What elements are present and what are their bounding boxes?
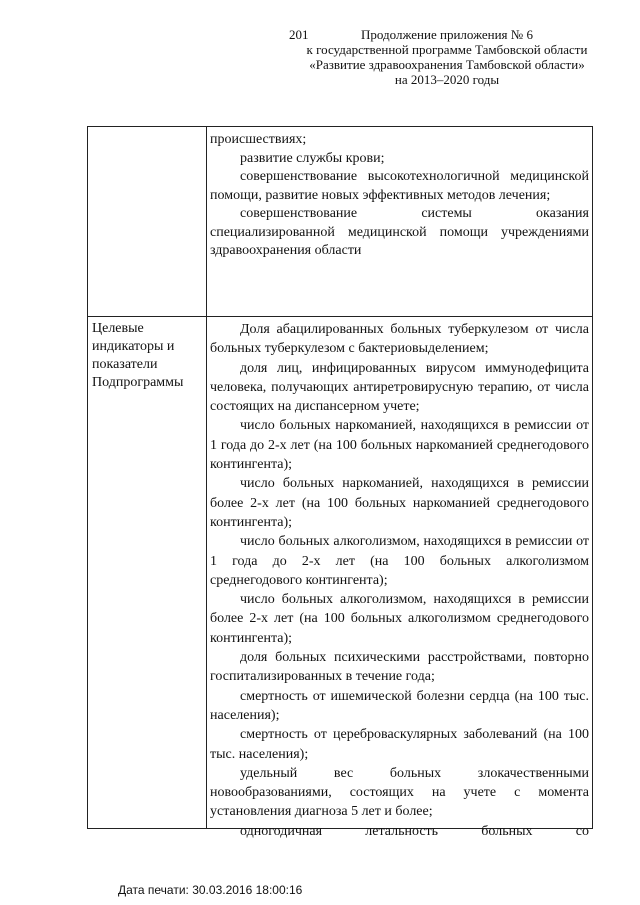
indicator-item: число больных наркоманией, находящихся в ремиссии от 1 года до 2-х лет (на 100 больных наркоманией среднегодового контингента);	[210, 418, 589, 473]
header-line: «Развитие здравоохранения Тамбовской области»	[309, 57, 585, 72]
indicator-item: доля больных психическими расстройствами, повторно госпитализированных в течение года;	[210, 650, 589, 685]
indicator-item: смертность от цереброваскулярных заболеваний (на 100 тыс. населения);	[210, 727, 589, 762]
header-line: к государственной программе Тамбовской области	[306, 42, 588, 57]
indicator-item: доля лиц, инфицированных вирусом иммунодефицита человека, получающих антиретровирусную терапию, от числа состоящих на диспансерном учете;	[210, 360, 589, 415]
tasks-cell	[210, 131, 589, 261]
paragraph: совершенствование высокотехнологичной медицинской помощи, развитие новых эффективных методов лечения;	[210, 169, 589, 203]
label-line: Подпрограммы	[92, 375, 184, 390]
indicator-item: число больных алкоголизмом, находящихся в ремиссии от 1 года до 2-х лет (на 100 больных алкоголизмом среднегодового контингента);	[210, 534, 589, 588]
indicator-item: Доля абацилированных больных туберкулезом от числа больных туберкулезом с бактериовыделением;	[210, 322, 589, 357]
paragraph: совершенствование системы оказания специализированной медицинской помощи учреждениями здравоохранения области	[210, 206, 589, 258]
indicators-cell	[210, 320, 589, 841]
header-line: на 2013–2020 годы	[394, 72, 500, 87]
print-date: Дата печати: 30.03.2016 18:00:16	[118, 883, 303, 897]
label-line: показатели	[92, 357, 158, 372]
label-line: Целевые	[92, 321, 144, 336]
label-line: индикаторы и	[92, 339, 175, 354]
indicator-item: число больных наркоманией, находящихся в ремиссии более 2-х лет (на 100 больных наркоманией среднегодового контингента);	[210, 476, 589, 530]
indicator-item: смертность от ишемической болезни сердца (на 100 тыс. населения);	[210, 688, 589, 723]
column-divider	[206, 127, 207, 828]
row-label-indicators	[92, 320, 204, 392]
document-header	[300, 27, 594, 87]
header-line: Продолжение приложения № 6	[361, 27, 533, 42]
program-table	[87, 126, 593, 839]
paragraph: происшествиях;	[210, 132, 307, 147]
paragraph: развитие службы крови;	[240, 150, 385, 166]
indicator-item: удельный вес больных злокачественными новообразованиями, состоящих на учете с момента установления диагноза 5 лет и более;	[210, 765, 589, 820]
indicator-item: число больных алкоголизмом, находящихся в ремиссии более 2-х лет (на 100 больных алкоголизмом среднегодового контингента);	[210, 592, 589, 646]
indicator-item: одногодичная летальность больных со	[240, 823, 589, 839]
page-number: 201	[289, 27, 309, 42]
row-divider	[88, 316, 592, 317]
